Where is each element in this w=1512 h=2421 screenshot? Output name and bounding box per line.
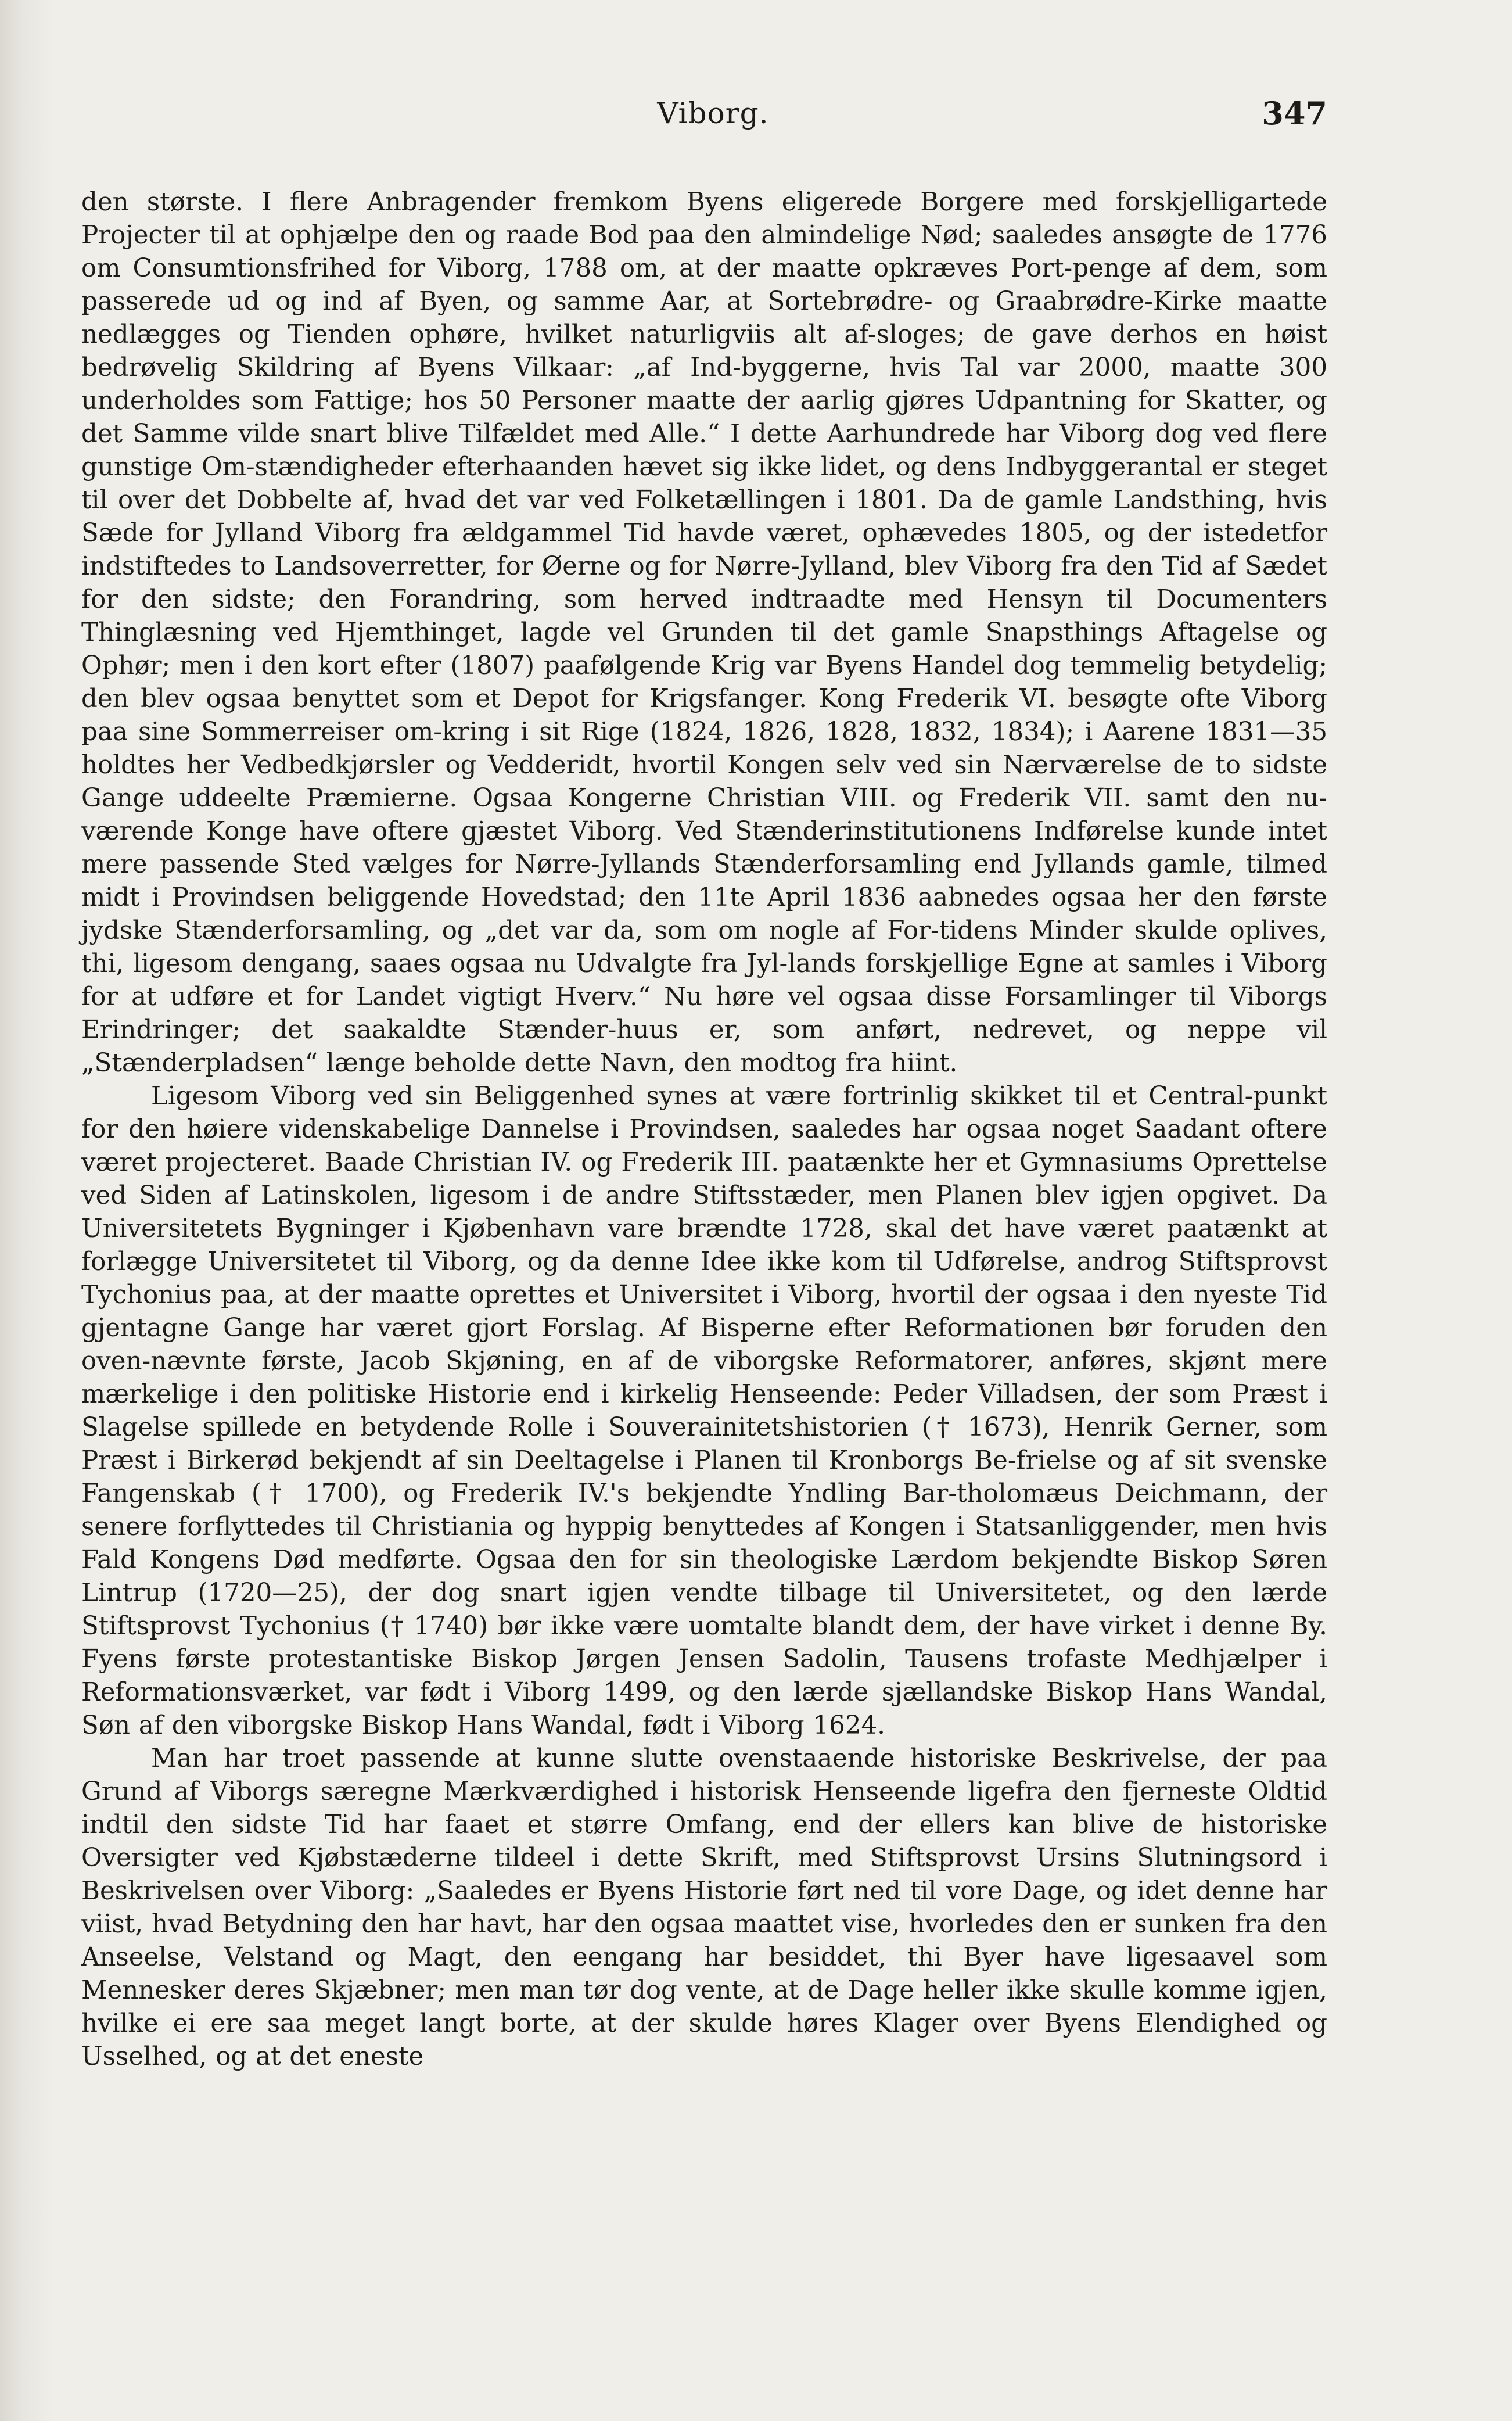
running-head	[99, 93, 1327, 145]
running-head-title: Viborg.	[657, 96, 769, 130]
page-number: 347	[1262, 95, 1327, 132]
paragraph-afslutning: Man har troet passende at kunne slutte ovenstaaende historiske Beskrivelse, der paa Grund af Viborgs særegne Mærkværdighed i historisk Henseende ligefra den fjerneste Oldtid indtil den sidste Tid har faaet et større Omfang, end der ellers kan blive de historiske Oversigter ved Kjøbstæderne tildeel i dette Skrift, med Stiftsprovst Ursins Slutningsord i Beskrivelsen over Viborg: „Saaledes er Byens Historie ført ned til vore Dage, og idet denne har viist, hvad Betydning den har havt, har den ogsaa maattet vise, hvorledes den er sunken fra den Anseelse, Velstand og Magt, den eengang har besiddet, thi Byer have ligesaavel som Mennesker deres Skjæbner; men man tør dog vente, at de Dage heller ikke skulle komme igjen, hvilke ei ere saa meget langt borte, at der skulde høres Klager over Byens Elendighed og Usselhed, og at det eneste	[81, 1744, 1327, 2071]
page-gutter-shadow	[0, 0, 52, 2421]
body-text	[81, 186, 1327, 2074]
paragraph-hoeiere-dannelse: Ligesom Viborg ved sin Beliggenhed synes at være fortrinlig skikket til et Central-punkt for den høiere videnskabelige Dannelse i Provindsen, saaledes har ogsaa noget Saadant oftere været projecteret. Baade Christian IV. og Frederik III. paatænkte her et Gymnasiums Oprettelse ved Siden af Latinskolen, ligesom i de andre Stiftsstæder, men Planen blev igjen opgivet. Da Universitetets Bygninger i Kjøbenhavn vare brændte 1728, skal det have været paatænkt at forlægge Universitetet til Viborg, og da denne Idee ikke kom til Udførelse, androg Stiftsprovst Tychonius paa, at der maatte oprettes et Universitet i Viborg, hvortil der ogsaa i den nyeste Tid gjentagne Gange har været gjort Forslag. Af Bisperne efter Reformationen bør foruden den oven-nævnte første, Jacob Skjøning, en af de viborgske Reformatorer, anføres, skjønt mere mærkelige i den politiske Historie end i kirkelig Henseende: Peder Villadsen, der som Præst i Slagelse spillede en betydende Rolle i Souverainitetshistorien († 1673), Henrik Gerner, som Præst i Birkerød bekjendt af sin Deeltagelse i Planen til Kronborgs Be-frielse og af sit svenske Fangenskab († 1700), og Frederik IV.'s bekjendte Yndling Bar-tholomæus Deichmann, der senere forflyttedes til Christiania og hyppig benyttedes af Kongen i Statsanliggender, men hvis Fald Kongens Død medførte. Ogsaa den for sin theologiske Lærdom bekjendte Biskop Søren Lintrup (1720—25), der dog snart igjen vendte tilbage til Universitetet, og den lærde Stiftsprovst Tychonius († 1740) bør ikke være uomtalte blandt dem, der have virket i denne By. Fyens første protestantiske Biskop Jørgen Jensen Sadolin, Tausens trofaste Medhjælper i Reformationsværket, var født i Viborg 1499, og den lærde sjællandske Biskop Hans Wandal, Søn af den viborgske Biskop Hans Wandal, født i Viborg 1624.	[81, 1082, 1327, 1740]
paragraph-byens-forfald: den største. I flere Anbragender fremkom Byens eligerede Borgere med forskjelligartede Projecter til at ophjælpe den og raade Bod paa den almindelige Nød; saaledes ansøgte de 1776 om Consumtionsfrihed for Viborg, 1788 om, at der maatte opkræves Port-penge af dem, som passerede ud og ind af Byen, og samme Aar, at Sortebrødre- og Graabrødre-Kirke maatte nedlægges og Tienden ophøre, hvilket naturligviis alt af-sloges; de gave derhos en høist bedrøvelig Skildring af Byens Vilkaar: „af Ind-byggerne, hvis Tal var 2000, maatte 300 underholdes som Fattige; hos 50 Personer maatte der aarlig gjøres Udpantning for Skatter, og det Samme vilde snart blive Tilfældet med Alle.“ I dette Aarhundrede har Viborg dog ved flere gunstige Om-stændigheder efterhaanden hævet sig ikke lidet, og dens Indbyggerantal er steget til over det Dobbelte af, hvad det var ved Folketællingen i 1801. Da de gamle Landsthing, hvis Sæde for Jylland Viborg fra ældgammel Tid havde været, ophævedes 1805, og der istedetfor indstiftedes to Landsoverretter, for Øerne og for Nørre-Jylland, blev Viborg fra den Tid af Sædet for den sidste; den Forandring, som herved indtraadte med Hensyn til Documenters Thinglæsning ved Hjemthinget, lagde vel Grunden til det gamle Snapsthings Aftagelse og Ophør; men i den kort efter (1807) paafølgende Krig var Byens Handel dog temmelig betydelig; den blev ogsaa benyttet som et Depot for Krigsfanger. Kong Frederik VI. besøgte ofte Viborg paa sine Sommerreiser om-kring i sit Rige (1824, 1826, 1828, 1832, 1834); i Aarene 1831—35 holdtes her Vedbedkjørsler og Vedderidt, hvortil Kongen selv ved sin Nærværelse de to sidste Gange uddeelte Præmierne. Ogsaa Kongerne Christian VIII. og Frederik VII. samt den nu-værende Konge have oftere gjæstet Viborg. Ved Stænderinstitutionens Indførelse kunde intet mere passende Sted vælges for Nørre-Jyllands Stænderforsamling end Jyllands gamle, tilmed midt i Provindsen beliggende Hovedstad; den 11te April 1836 aabnedes ogsaa her den første jydske Stænderforsamling, og „det var da, som om nogle af For-tidens Minder skulde oplives, thi, ligesom dengang, saaes ogsaa nu Udvalgte fra Jyl-lands forskjellige Egne at samles i Viborg for at udføre et for Landet vigtigt Hverv.“ Nu høre vel ogsaa disse Forsamlinger til Viborgs Erindringer; det saakaldte Stænder-huus er, som anført, nedrevet, og neppe vil „Stænderpladsen“ længe beholde dette Navn, den modtog fra hiint.	[81, 188, 1327, 1078]
